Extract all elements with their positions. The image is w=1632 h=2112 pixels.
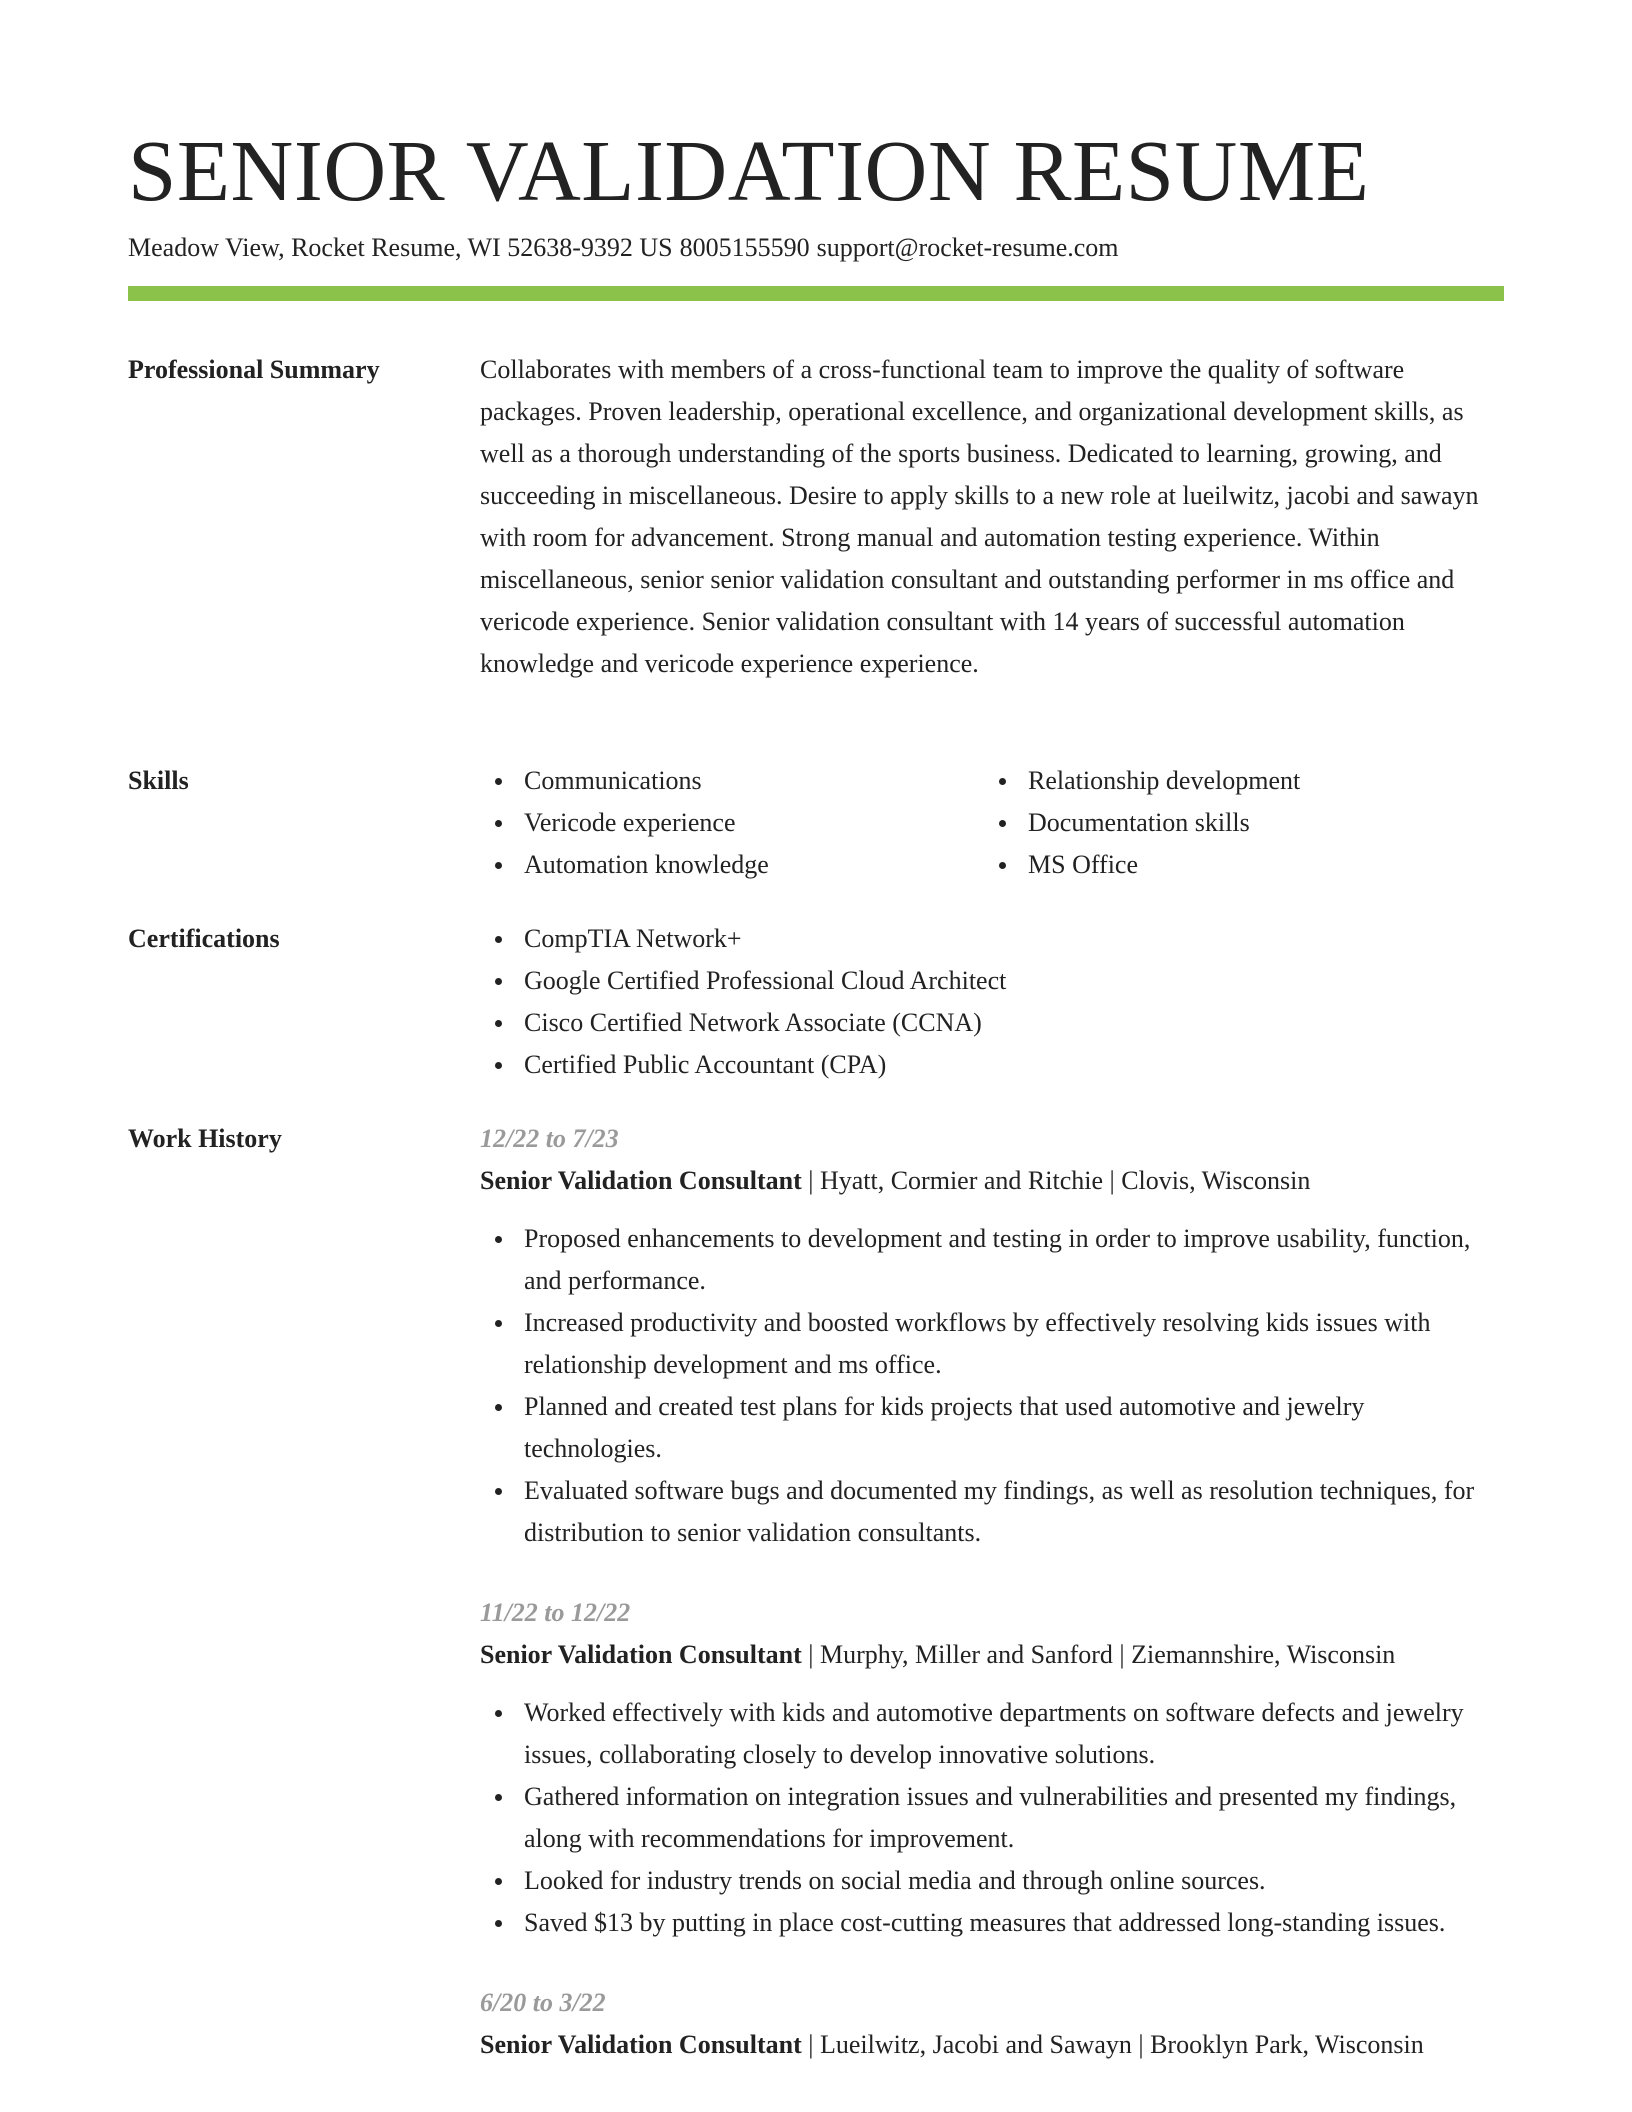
contact-phone: 8005155590 xyxy=(679,233,810,262)
job-dates: 6/20 to 3/22 xyxy=(480,1988,606,2017)
job-dates: 11/22 to 12/22 xyxy=(480,1598,631,1627)
job-bullet: Saved $13 by putting in place cost-cutting measures that addressed long-standing issues. xyxy=(480,1902,1504,1944)
skill-item: Communications xyxy=(480,760,984,802)
section-label: Work History xyxy=(128,1124,282,1153)
job-header xyxy=(480,1160,1504,1202)
section-body xyxy=(480,918,1504,1086)
job-bullet: Increased productivity and boosted workflows by effectively resolving kids issues with relationship development and ms office. xyxy=(480,1302,1504,1386)
section-label: Certifications xyxy=(128,924,280,953)
skills-column-1 xyxy=(480,760,984,886)
candidate-name: SENIOR VALIDATION RESUME xyxy=(128,122,1370,219)
header-accent-bar xyxy=(128,286,1504,301)
skill-item: MS Office xyxy=(984,844,1488,886)
summary-text: Collaborates with members of a cross-functional team to improve the quality of software packages. Proven leadership, operational excellence, and organizational development skills, as well as a thorough understanding of the sports business. Dedicated to learning, growing, and succeeding in miscellaneous. Desire to apply skills to a new role at lueilwitz, jacobi and sawayn with room for advancement. Strong manual and automation testing experience. Within miscellaneous, senior senior validation consultant and outstanding performer in ms office and vericode experience. Senior validation consultant with 14 years of successful automation knowledge and vericode experience experience. xyxy=(480,355,1479,678)
job-bullet: Gathered information on integration issues and vulnerabilities and presented my findings, along with recommendations for improvement. xyxy=(480,1776,1504,1860)
job-details: | Hyatt, Cormier and Ritchie | Clovis, Wisconsin xyxy=(801,1166,1311,1195)
skill-item: Vericode experience xyxy=(480,802,984,844)
job-details: | Lueilwitz, Jacobi and Sawayn | Brooklyn Park, Wisconsin xyxy=(801,2030,1424,2059)
section-body xyxy=(480,349,1504,685)
job-title: Senior Validation Consultant xyxy=(480,1640,802,1669)
contact-address: Meadow View, Rocket Resume, WI 52638-9392 US xyxy=(128,233,673,262)
contact-line xyxy=(128,230,1119,266)
job-entry xyxy=(480,1592,1504,1944)
certification-item: Certified Public Accountant (CPA) xyxy=(480,1044,1504,1086)
job-entry xyxy=(480,1982,1504,2066)
job-bullet: Looked for industry trends on social media and through online sources. xyxy=(480,1860,1504,1902)
certification-item: Google Certified Professional Cloud Architect xyxy=(480,960,1504,1002)
job-title: Senior Validation Consultant xyxy=(480,2030,802,2059)
job-entry xyxy=(480,1118,1504,1554)
skill-item: Documentation skills xyxy=(984,802,1488,844)
skill-item: Relationship development xyxy=(984,760,1488,802)
job-bullets xyxy=(480,1218,1504,1554)
section-label: Professional Summary xyxy=(128,355,380,384)
job-bullet: Planned and created test plans for kids projects that used automotive and jewelry technologies. xyxy=(480,1386,1504,1470)
job-bullets xyxy=(480,1692,1504,1944)
certifications-list xyxy=(480,918,1504,1086)
job-bullet: Evaluated software bugs and documented my findings, as well as resolution techniques, for distribution to senior validation consultants. xyxy=(480,1470,1504,1554)
job-header xyxy=(480,1634,1504,1676)
section-body xyxy=(480,1118,1504,2066)
section-label: Skills xyxy=(128,766,189,795)
job-bullet: Proposed enhancements to development and testing in order to improve usability, function, and performance. xyxy=(480,1218,1504,1302)
contact-email: support@rocket-resume.com xyxy=(816,233,1119,262)
certification-item: Cisco Certified Network Associate (CCNA) xyxy=(480,1002,1504,1044)
job-details: | Murphy, Miller and Sanford | Ziemannshire, Wisconsin xyxy=(801,1640,1396,1669)
job-header xyxy=(480,2024,1504,2066)
job-title: Senior Validation Consultant xyxy=(480,1166,802,1195)
skills-column-2 xyxy=(984,760,1488,886)
certification-item: CompTIA Network+ xyxy=(480,918,1504,960)
skills-grid xyxy=(480,760,1504,886)
job-bullet: Worked effectively with kids and automotive departments on software defects and jewelry issues, collaborating closely to develop innovative solutions. xyxy=(480,1692,1504,1776)
job-dates: 12/22 to 7/23 xyxy=(480,1124,619,1153)
skill-item: Automation knowledge xyxy=(480,844,984,886)
